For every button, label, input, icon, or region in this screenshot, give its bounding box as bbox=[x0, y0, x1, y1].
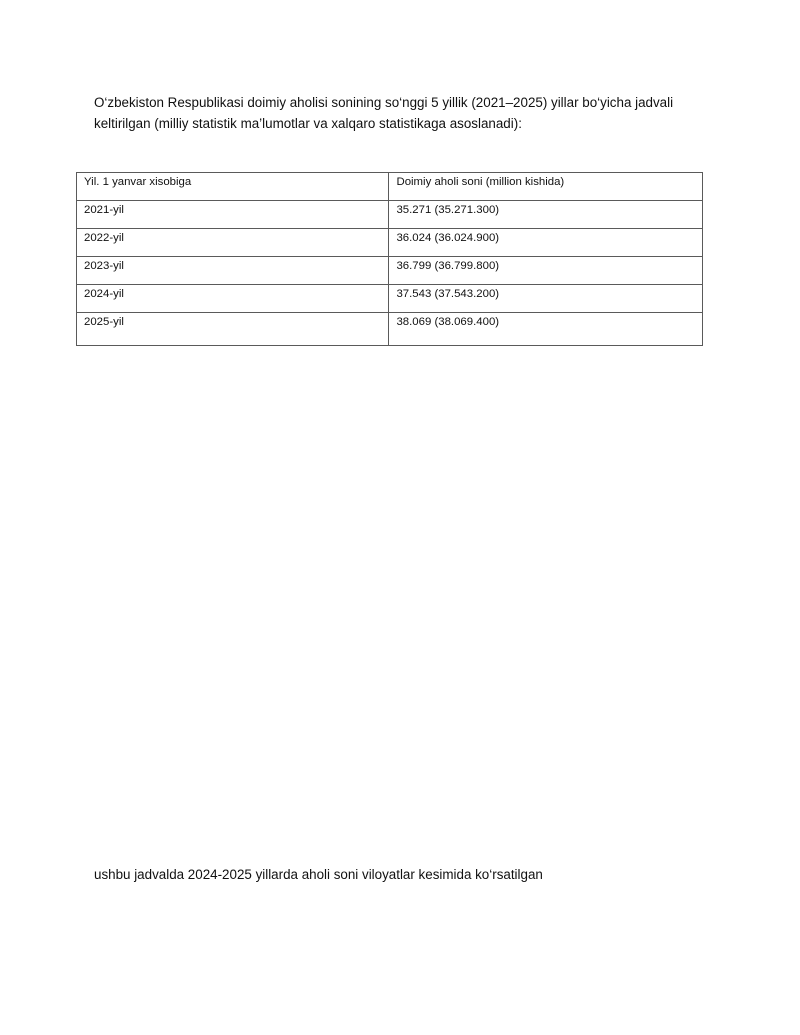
footer-paragraph: ushbu jadvalda 2024-2025 yillarda aholi soni viloyatlar kesimida ko‘rsatilgan bbox=[94, 867, 543, 882]
header-year: Yil. 1 yanvar xisobiga bbox=[77, 173, 389, 201]
cell-year: 2023-yil bbox=[77, 257, 389, 285]
table-row bbox=[77, 285, 703, 313]
cell-population: 37.543 (37.543.200) bbox=[389, 285, 703, 313]
cell-population: 35.271 (35.271.300) bbox=[389, 201, 703, 229]
cell-year: 2022-yil bbox=[77, 229, 389, 257]
population-table bbox=[76, 172, 703, 346]
cell-year: 2024-yil bbox=[77, 285, 389, 313]
header-population: Doimiy aholi soni (million kishida) bbox=[389, 173, 703, 201]
table-row bbox=[77, 257, 703, 285]
cell-population: 38.069 (38.069.400) bbox=[389, 313, 703, 346]
cell-year: 2025-yil bbox=[77, 313, 389, 346]
intro-paragraph: O‘zbekiston Respublikasi doimiy aholisi sonining so‘nggi 5 yillik (2021–2025) yillar bo‘yicha jadvali keltirilgan (milliy statistik ma’lumotlar va xalqaro statistikaga asoslanadi): bbox=[94, 95, 674, 131]
table-header-row bbox=[77, 173, 703, 201]
table-row bbox=[77, 313, 703, 346]
cell-population: 36.024 (36.024.900) bbox=[389, 229, 703, 257]
table-row bbox=[77, 201, 703, 229]
table-row bbox=[77, 229, 703, 257]
cell-year: 2021-yil bbox=[77, 201, 389, 229]
cell-population: 36.799 (36.799.800) bbox=[389, 257, 703, 285]
